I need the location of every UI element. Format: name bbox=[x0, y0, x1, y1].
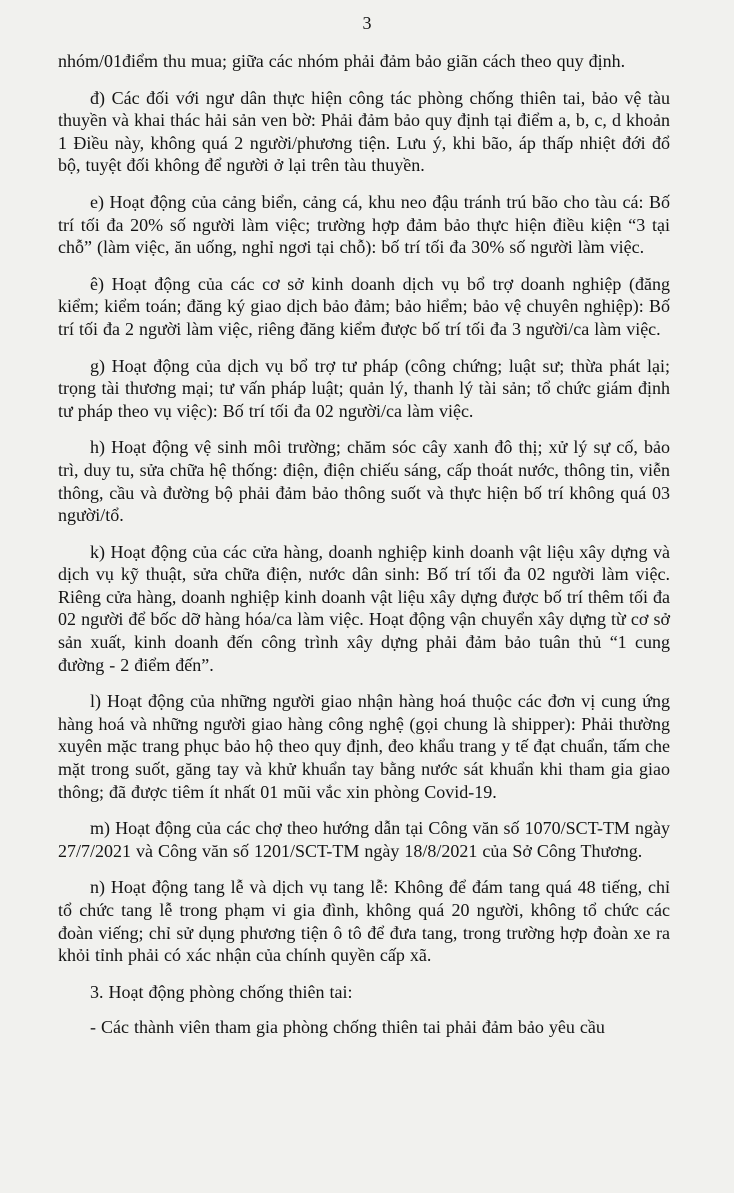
paragraph-l: l) Hoạt động của những người giao nhận hàng hoá thuộc các đơn vị cung ứng hàng hoá và những người giao hàng công nghệ (gọi chung là shipper): Phải thường xuyên mặc trang phục bảo hộ theo quy định, đeo khẩu trang y tế đạt chuẩn, tấm che mặt trong suốt, găng tay và khử khuẩn tay bằng nước sát khuẩn khi tham gia giao thông; đã được tiêm ít nhất 01 mũi vắc xin phòng Covid-19. bbox=[58, 691, 670, 802]
paragraph-g: g) Hoạt động của dịch vụ bổ trợ tư pháp (công chứng; luật sư; thừa phát lại; trọng tài thương mại; tư vấn pháp luật; quản lý, thanh lý tài sản; tổ chức giám định tư pháp theo vụ việc): Bố trí tối đa 02 người/ca làm việc. bbox=[58, 355, 670, 421]
paragraph-h: h) Hoạt động vệ sinh môi trường; chăm sóc cây xanh đô thị; xử lý sự cố, bảo trì, duy tu, sửa chữa hệ thống: điện, điện chiếu sáng, cấp thoát nước, thông tin, viễn thông, cầu và đường bộ phải đảm bảo thông suốt và thực hiện bố trí không quá 03 người/tổ. bbox=[58, 437, 670, 526]
paragraph-m: m) Hoạt động của các chợ theo hướng dẫn tại Công văn số 1070/SCT-TM ngày 27/7/2021 và Công văn số 1201/SCT-TM ngày 18/8/2021 của Sở Công Thương. bbox=[58, 818, 670, 861]
paragraph-e-circumflex: ê) Hoạt động của các cơ sở kinh doanh dịch vụ bổ trợ doanh nghiệp (đăng kiểm; kiểm toán; đăng ký giao dịch bảo đảm; bảo hiểm; bảo vệ chuyên nghiệp): Bố trí tối đa 2 người làm việc, riêng đăng kiểm được bố trí tối đa 3 người/ca làm việc. bbox=[58, 273, 670, 339]
paragraph-e: e) Hoạt động của cảng biển, cảng cá, khu neo đậu tránh trú bão cho tàu cá: Bố trí tối đa 20% số người làm việc; trường hợp đảm bảo thực hiện điều kiện “3 tại chỗ” (làm việc, ăn uống, nghỉ ngơi tại chỗ): bố trí tối đa 30% số người làm việc. bbox=[58, 191, 670, 258]
document-body bbox=[58, 50, 670, 1039]
paragraph-d-stroke: đ) Các đối với ngư dân thực hiện công tác phòng chống thiên tai, bảo vệ tàu thuyền và khai thác hải sản ven bờ: Phải đảm bảo quy định tại điểm a, b, c, d khoản 1 Điều này, không quá 2 người/phương tiện. Lưu ý, khi bão, áp thấp nhiệt đới đổ bộ, tuyệt đối không để người ở lại trên tàu thuyền. bbox=[58, 87, 670, 176]
paragraph-bullet: - Các thành viên tham gia phòng chống thiên tai phải đảm bảo yêu cầu bbox=[90, 1017, 605, 1038]
section-heading: 3. Hoạt động phòng chống thiên tai: bbox=[90, 981, 353, 1002]
paragraph-n: n) Hoạt động tang lễ và dịch vụ tang lễ: Không để đám tang quá 48 tiếng, chỉ tổ chức tang lễ trong phạm vi gia đình, không quá 20 người, không tổ chức các đoàn viếng; chỉ sử dụng phương tiện ô tô để đưa tang, trong trường hợp đoàn xe ra khỏi tỉnh phải có xác nhận của chính quyền cấp xã. bbox=[58, 877, 670, 966]
page-number: 3 bbox=[362, 13, 372, 33]
paragraph-continuation: nhóm/01điểm thu mua; giữa các nhóm phải đảm bảo giãn cách theo quy định. bbox=[58, 51, 626, 71]
paragraph-k: k) Hoạt động của các cửa hàng, doanh nghiệp kinh doanh vật liệu xây dựng và dịch vụ kỹ thuật, sửa chữa điện, nước dân sinh: Bố trí tối đa 02 người làm việc. Riêng cửa hàng, doanh nghiệp kinh doanh vật liệu xây dựng được bố trí thêm tối đa 02 người để bốc dỡ hàng hóa/ca làm việc. Hoạt động vận chuyển xây dựng từ cơ sở sản xuất, kinh doanh đến công trình xây dựng phải đảm bảo tuân thủ “1 cung đường - 2 điểm đến”. bbox=[58, 541, 670, 675]
